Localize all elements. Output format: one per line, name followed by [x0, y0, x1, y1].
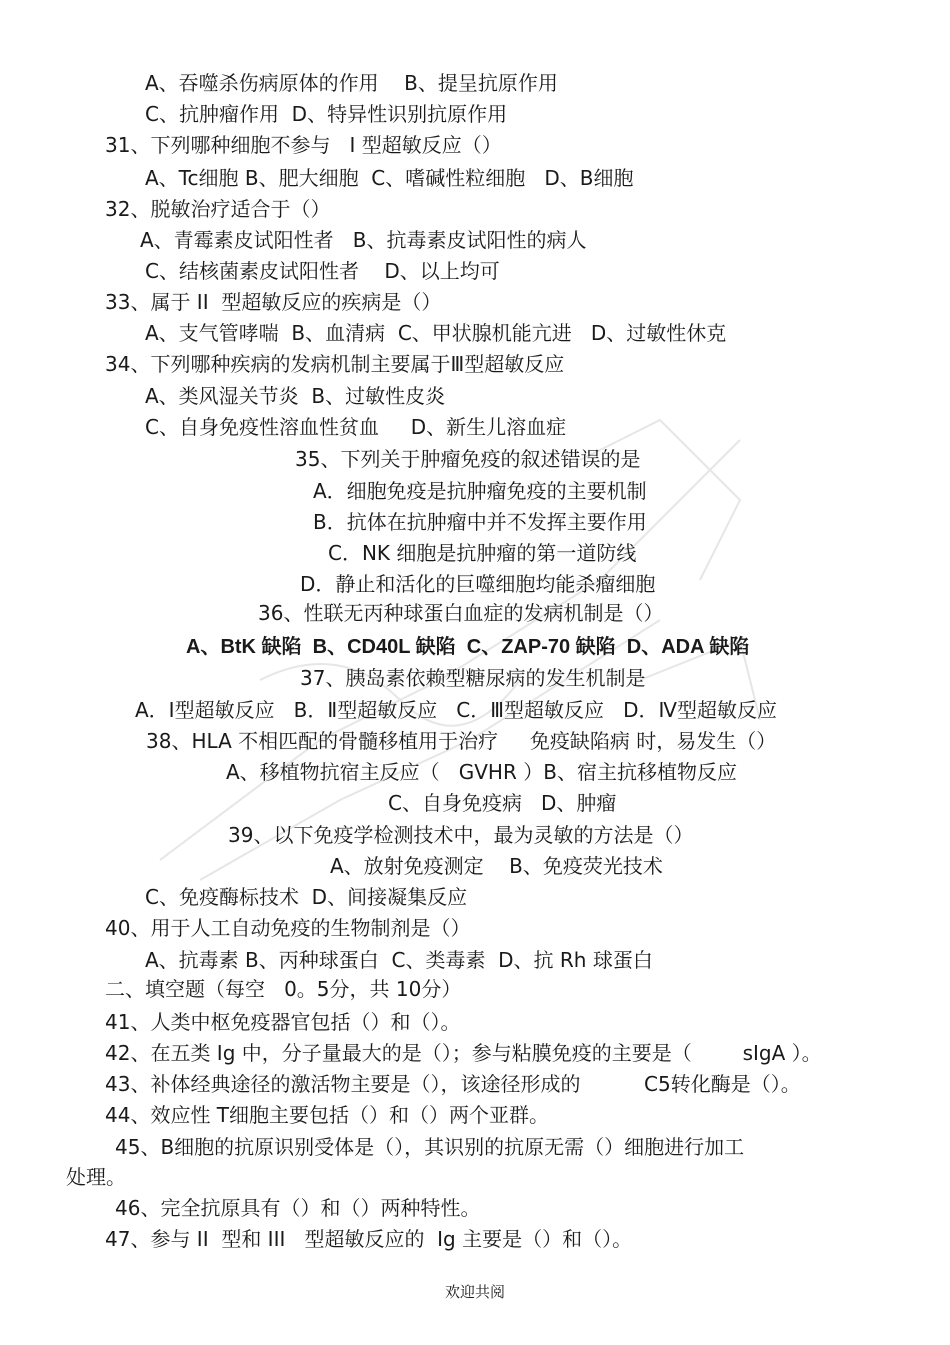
question-38: 38、HLA 不相匹配的骨髓移植用于治疗 免疫缺陷病 时，易发生（）: [146, 729, 777, 753]
section-heading: 二、填空题（每空 0。5分，共 10分）: [105, 977, 462, 1001]
question-45: 45、B细胞的抗原识别受体是（），其识别的抗原无需（）细胞进行加工: [115, 1135, 745, 1159]
question-41: 41、人类中枢免疫器官包括（）和（）。: [105, 1010, 461, 1034]
option-line: A、抗毒素 B、丙种球蛋白 C、类毒素 D、抗 Rh 球蛋白: [145, 948, 653, 972]
option-line: C、自身免疫性溶血性贫血 D、新生儿溶血症: [145, 415, 567, 439]
question-44: 44、效应性 T细胞主要包括（）和（）两个亚群。: [105, 1103, 550, 1127]
question-43: 43、补体经典途径的激活物主要是（），该途径形成的 C5转化酶是（）。: [105, 1072, 801, 1096]
question-36: 36、性联无丙种球蛋白血症的发病机制是（）: [258, 601, 664, 625]
option-line: C、免疫酶标技术 D、间接凝集反应: [145, 885, 468, 909]
option-line: C．NK 细胞是抗肿瘤的第一道防线: [328, 541, 637, 565]
question-40: 40、用于人工自动免疫的生物制剂是（）: [105, 916, 471, 940]
question-46: 46、完全抗原具有（）和（）两种特性。: [115, 1196, 481, 1220]
question-37: 37、胰岛素依赖型糖尿病的发生机制是: [300, 666, 646, 690]
question-45-continued: 处理。: [66, 1165, 126, 1189]
page-footer: 欢迎共阅: [444, 1283, 505, 1301]
option-line: C、自身免疫病 D、肿瘤: [388, 791, 617, 815]
question-42: 42、在五类 Ig 中，分子量最大的是（）；参与粘膜免疫的主要是（ sIgA ）。: [105, 1041, 822, 1065]
question-47: 47、参与 II 型和 III 型超敏反应的 Ig 主要是（）和（）。: [105, 1227, 633, 1251]
option-line: A、Tc细胞 B、肥大细胞 C、嗜碱性粒细胞 D、B细胞: [145, 166, 634, 190]
option-line: A．Ⅰ型超敏反应 B．Ⅱ型超敏反应 C．Ⅲ型超敏反应 D．Ⅳ型超敏反应: [135, 698, 777, 722]
option-line: C、抗肿瘤作用 D、特异性识别抗原作用: [145, 102, 508, 126]
option-line: A、支气管哮喘 B、血清病 C、甲状腺机能亢进 D、过敏性休克: [145, 321, 727, 345]
question-31: 31、下列哪种细胞不参与 I 型超敏反应（）: [105, 133, 502, 157]
option-line: C、结核菌素皮试阳性者 D、以上均可: [145, 259, 500, 283]
option-line: A、BtK 缺陷 B、CD40L 缺陷 C、ZAP-70 缺陷 D、ADA 缺陷: [186, 636, 750, 658]
option-line: A、放射免疫测定 B、免疫荧光技术: [330, 854, 663, 878]
option-line: A、青霉素皮试阳性者 B、抗毒素皮试阳性的病人: [140, 228, 587, 252]
question-32: 32、脱敏治疗适合于（）: [105, 197, 331, 221]
question-35: 35、下列关于肿瘤免疫的叙述错误的是: [295, 447, 641, 471]
question-33: 33、属于 II 型超敏反应的疾病是（）: [105, 290, 442, 314]
option-line: A、移植物抗宿主反应（ GVHR ）B、宿主抗移植物反应: [226, 760, 737, 784]
option-line: A．细胞免疫是抗肿瘤免疫的主要机制: [313, 479, 647, 503]
option-line: A、类风湿关节炎 B、过敏性皮炎: [145, 384, 446, 408]
option-line: B．抗体在抗肿瘤中并不发挥主要作用: [313, 510, 647, 534]
question-34: 34、下列哪种疾病的发病机制主要属于Ⅲ型超敏反应: [105, 352, 565, 376]
option-line: A、吞噬杀伤病原体的作用 B、提呈抗原作用: [145, 71, 558, 95]
option-line: D．静止和活化的巨噬细胞均能杀瘤细胞: [300, 572, 656, 596]
question-39: 39、以下免疫学检测技术中，最为灵敏的方法是（）: [228, 823, 694, 847]
